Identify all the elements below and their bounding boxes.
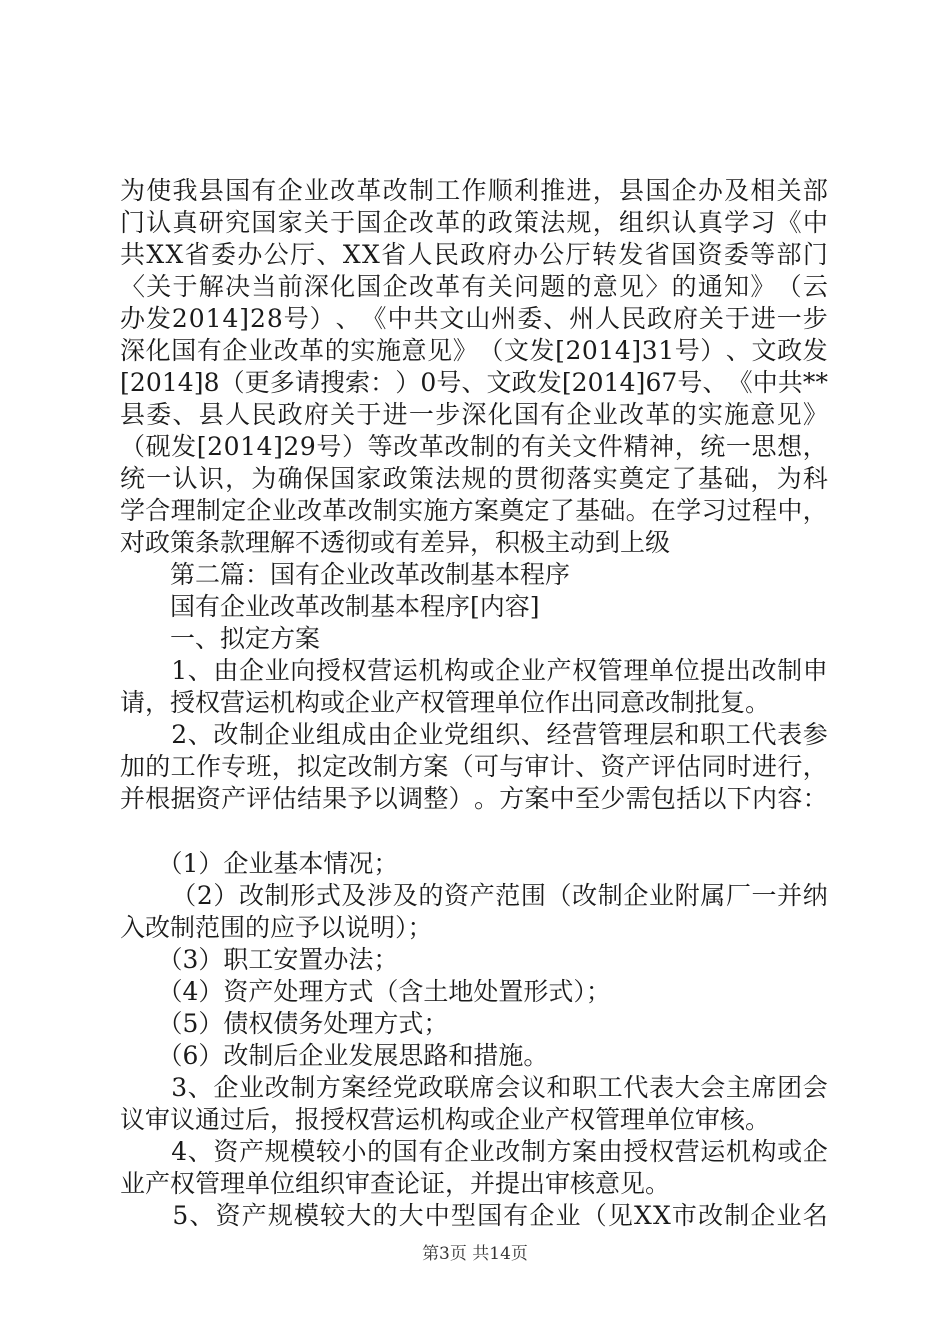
page-footer: 第3页 共14页 (422, 1244, 528, 1264)
text-line: （5）债权债务处理方式； (120, 1009, 449, 1038)
text-line: 请，授权营运机构或企业产权管理单位作出同意改制批复。 (120, 688, 771, 717)
text-line: 加 的 工 作 专 班 ， 拟 定 改 制 方 案 （ 可 与 审 计 、 资 产 评 估 同 时 进 行 ， (120, 752, 828, 781)
text-line: 为 使 我 县 国 有 企 业 改 革 改 制 工 作 顺 利 推 进 ， 县 国 企 办 及 相 关 部 (120, 176, 828, 205)
text-line: 统 一 认 识 ， 为 确 保 国 家 政 策 法 规 的 贯 彻 落 实 奠 定 了 基 础 ， 为 科 (120, 464, 828, 493)
text-line: 入改制范围的应予以说明）； (120, 913, 433, 942)
text-line: 并 根 据 资 产 评 估 结 果 予 以 调 整 ） 。 方 案 中 至 少 需 包 括 以 下 内 容 ： (120, 784, 828, 813)
text-line: 一、拟定方案 (120, 624, 321, 653)
text-line: 深 化 国 有 企 业 改 革 的 实 施 意 见 》 （ 文 发 [ 2 0 1 4 ] 3 1 号 ） 、 文 政 发 (120, 336, 828, 365)
text-line: 业产权管理单位组织审查论证，并提出审核意见。 (120, 1169, 671, 1198)
text-line: 办 发 2 0 1 4 ] 2 8 号 ） 、 《 中 共 文 山 州 委 、 州 人 民 政 府 关 于 进 一 步 (120, 304, 828, 333)
text-line: 第二篇：国有企业改革改制基本程序 (120, 560, 571, 589)
text-line: 5 、 资 产 规 模 较 大 的 大 中 型 国 有 企 业 （ 见 X X 市 改 制 企 业 名 (172, 1201, 828, 1230)
text-line: 门 认 真 研 究 国 家 关 于 国 企 改 革 的 政 策 法 规 ， 组 织 认 真 学 习 《 中 (120, 208, 828, 237)
text-line: 2 、 改 制 企 业 组 成 由 企 业 党 组 织 、 经 营 管 理 层 和 职 工 代 表 参 (171, 720, 828, 749)
text-line: 对政策条款理解不透彻或有差异，积极主动到上级 (120, 528, 671, 557)
text-line: （6）改制后企业发展思路和措施。 (120, 1041, 549, 1070)
text-line: （4）资产处理方式（含土地处置形式）； (120, 977, 611, 1006)
text-line: （ 砚 发 [ 2 0 1 4 ] 2 9 号 ） 等 改 革 改 制 的 有 关 文 件 精 神 ， 统 一 思 想 ， (120, 432, 828, 461)
text-line: 4 、 资 产 规 模 较 小 的 国 有 企 业 改 制 方 案 由 授 权 营 运 机 构 或 企 (171, 1137, 828, 1166)
text-line: 3 、 企 业 改 制 方 案 经 党 政 联 席 会 议 和 职 工 代 表 大 会 主 席 团 会 (171, 1073, 828, 1102)
text-line: 1 、 由 企 业 向 授 权 营 运 机 构 或 企 业 产 权 管 理 单 位 提 出 改 制 申 (171, 656, 828, 685)
text-line: （3）职工安置办法； (120, 945, 399, 974)
text-line: 〈 关 于 解 决 当 前 深 化 国 企 改 革 有 关 问 题 的 意 见 〉 的 通 知 》 （ 云 (120, 272, 828, 301)
text-line: 国有企业改革改制基本程序[内容] (120, 592, 540, 621)
text-line: 议审议通过后，报授权营运机构或企业产权管理单位审核。 (120, 1105, 771, 1134)
text-line: （1）企业基本情况； (120, 849, 399, 878)
text-line: （ 2 ） 改 制 形 式 及 涉 及 的 资 产 范 围 （ 改 制 企 业 附 属 厂 一 并 纳 (171, 881, 828, 910)
text-line: [ 2 0 1 4 ] 8 （ 更 多 请 搜 索 ： ） 0 号 、 文 政 发 [ 2 0 1 4 ] 6 7 号 、 《 中 共 * * (120, 368, 828, 397)
text-line: 学 合 理 制 定 企 业 改 革 改 制 实 施 方 案 奠 定 了 基 础 。 在 学 习 过 程 中 ， (120, 496, 828, 525)
text-line: 县 委 、 县 人 民 政 府 关 于 进 一 步 深 化 国 有 企 业 改 革 的 实 施 意 见 》 (120, 400, 828, 429)
text-line: 共 X X 省 委 办 公 厅 、 X X 省 人 民 政 府 办 公 厅 转 发 省 国 资 委 等 部 门 (120, 240, 828, 269)
